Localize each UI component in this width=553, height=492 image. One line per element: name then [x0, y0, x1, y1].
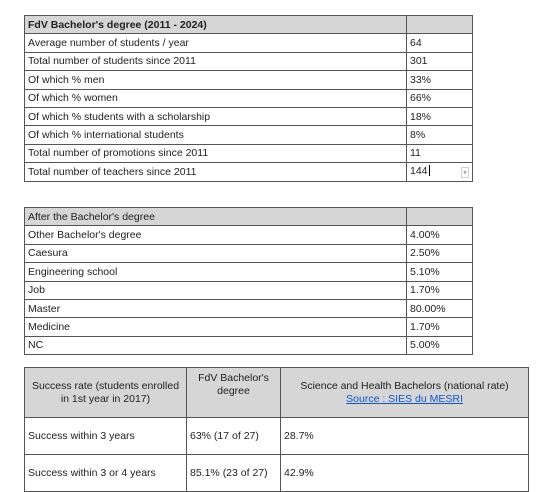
row-label[interactable]: Of which % international students: [25, 126, 407, 144]
after-title[interactable]: After the Bachelor's degree: [25, 208, 407, 226]
row-label[interactable]: Engineering school: [25, 263, 407, 281]
chevron-down-icon[interactable]: ▾: [462, 168, 467, 178]
row-value[interactable]: 66%: [407, 89, 473, 107]
row-label[interactable]: Master: [25, 299, 407, 317]
bachelor-table: [24, 15, 473, 182]
table-row: [25, 89, 473, 107]
national-header-label: Science and Health Bachelors (national rate): [300, 379, 509, 392]
table-row: [25, 455, 529, 492]
fdv-header[interactable]: FdV Bachelor's degree: [187, 368, 281, 418]
success-header-row: [25, 368, 529, 418]
bachelor-header-empty[interactable]: [407, 16, 473, 34]
table-row: [25, 163, 473, 181]
table-row: [25, 244, 473, 262]
row-label[interactable]: Medicine: [25, 318, 407, 336]
bachelor-title[interactable]: FdV Bachelor's degree (2011 - 2024): [25, 16, 407, 34]
fdv-value[interactable]: 85.1% (23 of 27): [187, 455, 281, 492]
row-value[interactable]: 11: [407, 144, 473, 162]
table-row: [25, 226, 473, 244]
row-label[interactable]: Total number of promotions since 2011: [25, 144, 407, 162]
national-value[interactable]: 42.9%: [281, 455, 529, 492]
row-label[interactable]: Job: [25, 281, 407, 299]
table-row: [25, 418, 529, 455]
table-row: [25, 52, 473, 70]
table-row: [25, 299, 473, 317]
source-link[interactable]: Source : SIES du MESRI: [346, 392, 463, 405]
row-value[interactable]: 2.50%: [407, 244, 473, 262]
row-label[interactable]: Average number of students / year: [25, 34, 407, 52]
row-label[interactable]: Of which % women: [25, 89, 407, 107]
table-row: [25, 107, 473, 125]
row-value[interactable]: 33%: [407, 71, 473, 89]
row-label[interactable]: Success within 3 or 4 years: [25, 455, 187, 492]
after-header-row: [25, 208, 473, 226]
row-value[interactable]: 5.10%: [407, 263, 473, 281]
row-label[interactable]: Other Bachelor's degree: [25, 226, 407, 244]
table-row: [25, 281, 473, 299]
success-rate-header[interactable]: Success rate (students enrolled in 1st year in 2017): [25, 368, 187, 418]
row-value[interactable]: 4.00%: [407, 226, 473, 244]
row-label[interactable]: Total number of students since 2011: [25, 52, 407, 70]
row-label[interactable]: NC: [25, 336, 407, 354]
row-value[interactable]: 1.70%: [407, 281, 473, 299]
national-value[interactable]: 28.7%: [281, 418, 529, 455]
row-value[interactable]: 80.00%: [407, 299, 473, 317]
after-header-empty[interactable]: [407, 208, 473, 226]
row-value[interactable]: 1.70%: [407, 318, 473, 336]
row-value[interactable]: 301: [407, 52, 473, 70]
after-bachelor-table: [24, 207, 473, 355]
table-row: [25, 336, 473, 354]
row-label[interactable]: Of which % students with a scholarship: [25, 107, 407, 125]
row-value[interactable]: 5.00%: [407, 336, 473, 354]
table-row: [25, 126, 473, 144]
table-row: [25, 144, 473, 162]
active-cell[interactable]: [407, 163, 473, 181]
row-value[interactable]: 8%: [407, 126, 473, 144]
row-value[interactable]: 18%: [407, 107, 473, 125]
table-row: [25, 318, 473, 336]
table-row: [25, 34, 473, 52]
row-label[interactable]: Of which % men: [25, 71, 407, 89]
row-label[interactable]: Caesura: [25, 244, 407, 262]
row-label[interactable]: Total number of teachers since 2011: [25, 163, 407, 181]
table-row: [25, 71, 473, 89]
success-rate-table: [24, 367, 529, 492]
row-value: 144: [410, 165, 428, 178]
row-label[interactable]: Success within 3 years: [25, 418, 187, 455]
fdv-value[interactable]: 63% (17 of 27): [187, 418, 281, 455]
text-caret: [429, 165, 430, 176]
table-row: [25, 263, 473, 281]
row-value[interactable]: 64: [407, 34, 473, 52]
bachelor-header-row: [25, 16, 473, 34]
national-header[interactable]: [281, 368, 529, 418]
